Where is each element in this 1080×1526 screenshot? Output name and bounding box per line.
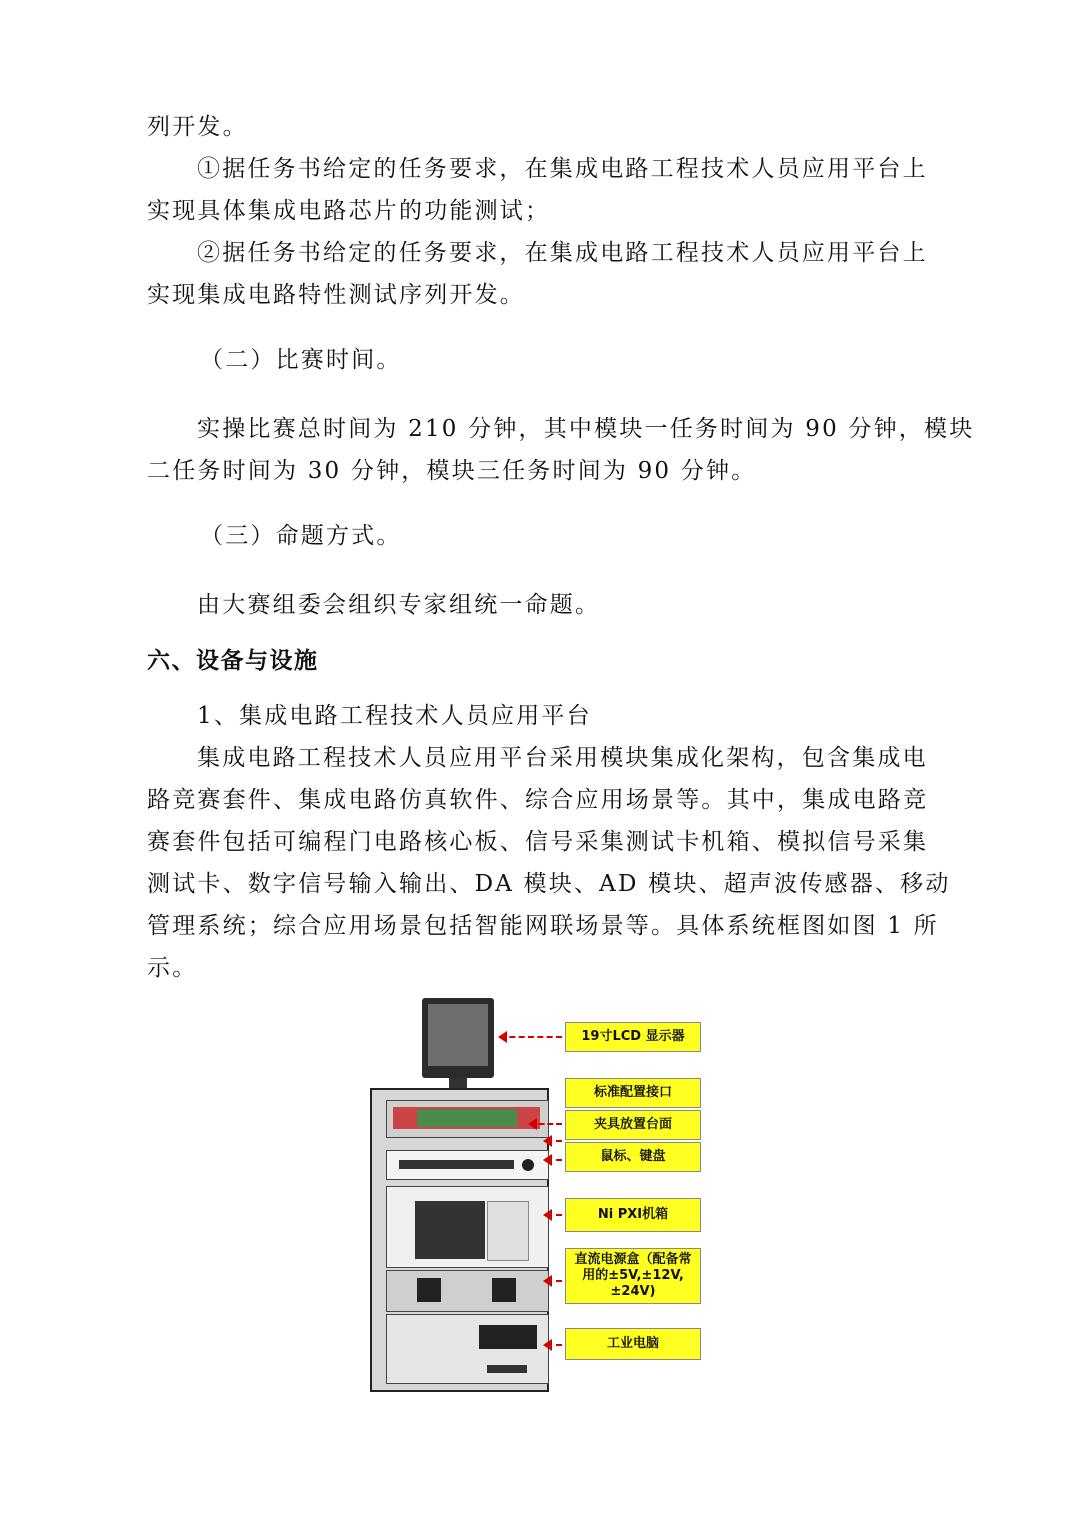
power-box <box>386 1270 549 1312</box>
equipment-line-2: 路竞赛套件、集成电路仿真软件、综合应用场景等。其中，集成电路竞 <box>147 787 929 813</box>
arrow-lcd <box>500 1036 562 1038</box>
arrow-pc <box>545 1344 562 1346</box>
list-item-2-line-2: 实现集成电路特性测试序列开发。 <box>147 282 525 308</box>
list-item-1-line-1: ①据任务书给定的任务要求，在集成电路工程技术人员应用平台上 <box>197 156 928 182</box>
arrow-fixture <box>545 1140 562 1142</box>
equipment-line-5: 管理系统；综合应用场景包括智能网联场景等。具体系统框图如图 1 所 <box>147 913 939 939</box>
label-lcd: 19寸LCD 显示器 <box>565 1022 701 1052</box>
heading-equipment: 六、设备与设施 <box>147 648 319 674</box>
equipment-line-6: 示。 <box>147 955 198 981</box>
lcd-monitor-image <box>422 998 494 1078</box>
label-power: 直流电源盒（配备常用的±5V,±12V,±24V) <box>565 1248 701 1304</box>
method-line-1: 由大赛组委会组织专家组统一命题。 <box>197 592 601 618</box>
keyboard-tray <box>386 1150 549 1180</box>
heading-competition-time: （二）比赛时间。 <box>200 347 402 373</box>
label-pxi: Ni PXI机箱 <box>565 1198 701 1232</box>
time-line-1: 实操比赛总时间为 210 分钟，其中模块一任务时间为 90 分钟，模块 <box>197 416 975 442</box>
equipment-line-4: 测试卡、数字信号输入输出、DA 模块、AD 模块、超声波传感器、移动 <box>147 871 951 897</box>
label-interface: 标准配置接口 <box>565 1078 701 1108</box>
label-mouse-keyboard: 鼠标、键盘 <box>565 1142 701 1172</box>
list-item-2-line-1: ②据任务书给定的任务要求，在集成电路工程技术人员应用平台上 <box>197 240 928 266</box>
equipment-line-3: 赛套件包括可编程门电路核心板、信号采集测试卡机箱、模拟信号采集 <box>147 829 929 855</box>
arrow-power <box>545 1280 562 1282</box>
monitor-stand <box>449 1078 467 1088</box>
pxi-chassis <box>386 1186 549 1268</box>
equipment-item-title: 1、集成电路工程技术人员应用平台 <box>197 703 592 729</box>
label-fixture: 夹具放置台面 <box>565 1110 701 1140</box>
interface-panel <box>386 1100 549 1138</box>
label-pc: 工业电脑 <box>565 1328 701 1360</box>
time-line-2: 二任务时间为 30 分钟，模块三任务时间为 90 分钟。 <box>147 458 757 484</box>
arrow-interface <box>530 1123 562 1125</box>
equipment-line-1: 集成电路工程技术人员应用平台采用模块集成化架构，包含集成电 <box>197 745 928 771</box>
arrow-mouse-keyboard <box>545 1159 562 1161</box>
industrial-pc <box>386 1314 549 1384</box>
equipment-cabinet-image <box>370 1088 549 1392</box>
paragraph-continuation: 列开发。 <box>147 114 248 140</box>
system-diagram-figure <box>360 998 720 1398</box>
list-item-1-line-2: 实现具体集成电路芯片的功能测试； <box>147 198 551 224</box>
heading-question-method: （三）命题方式。 <box>200 523 402 549</box>
arrow-pxi <box>545 1214 562 1216</box>
